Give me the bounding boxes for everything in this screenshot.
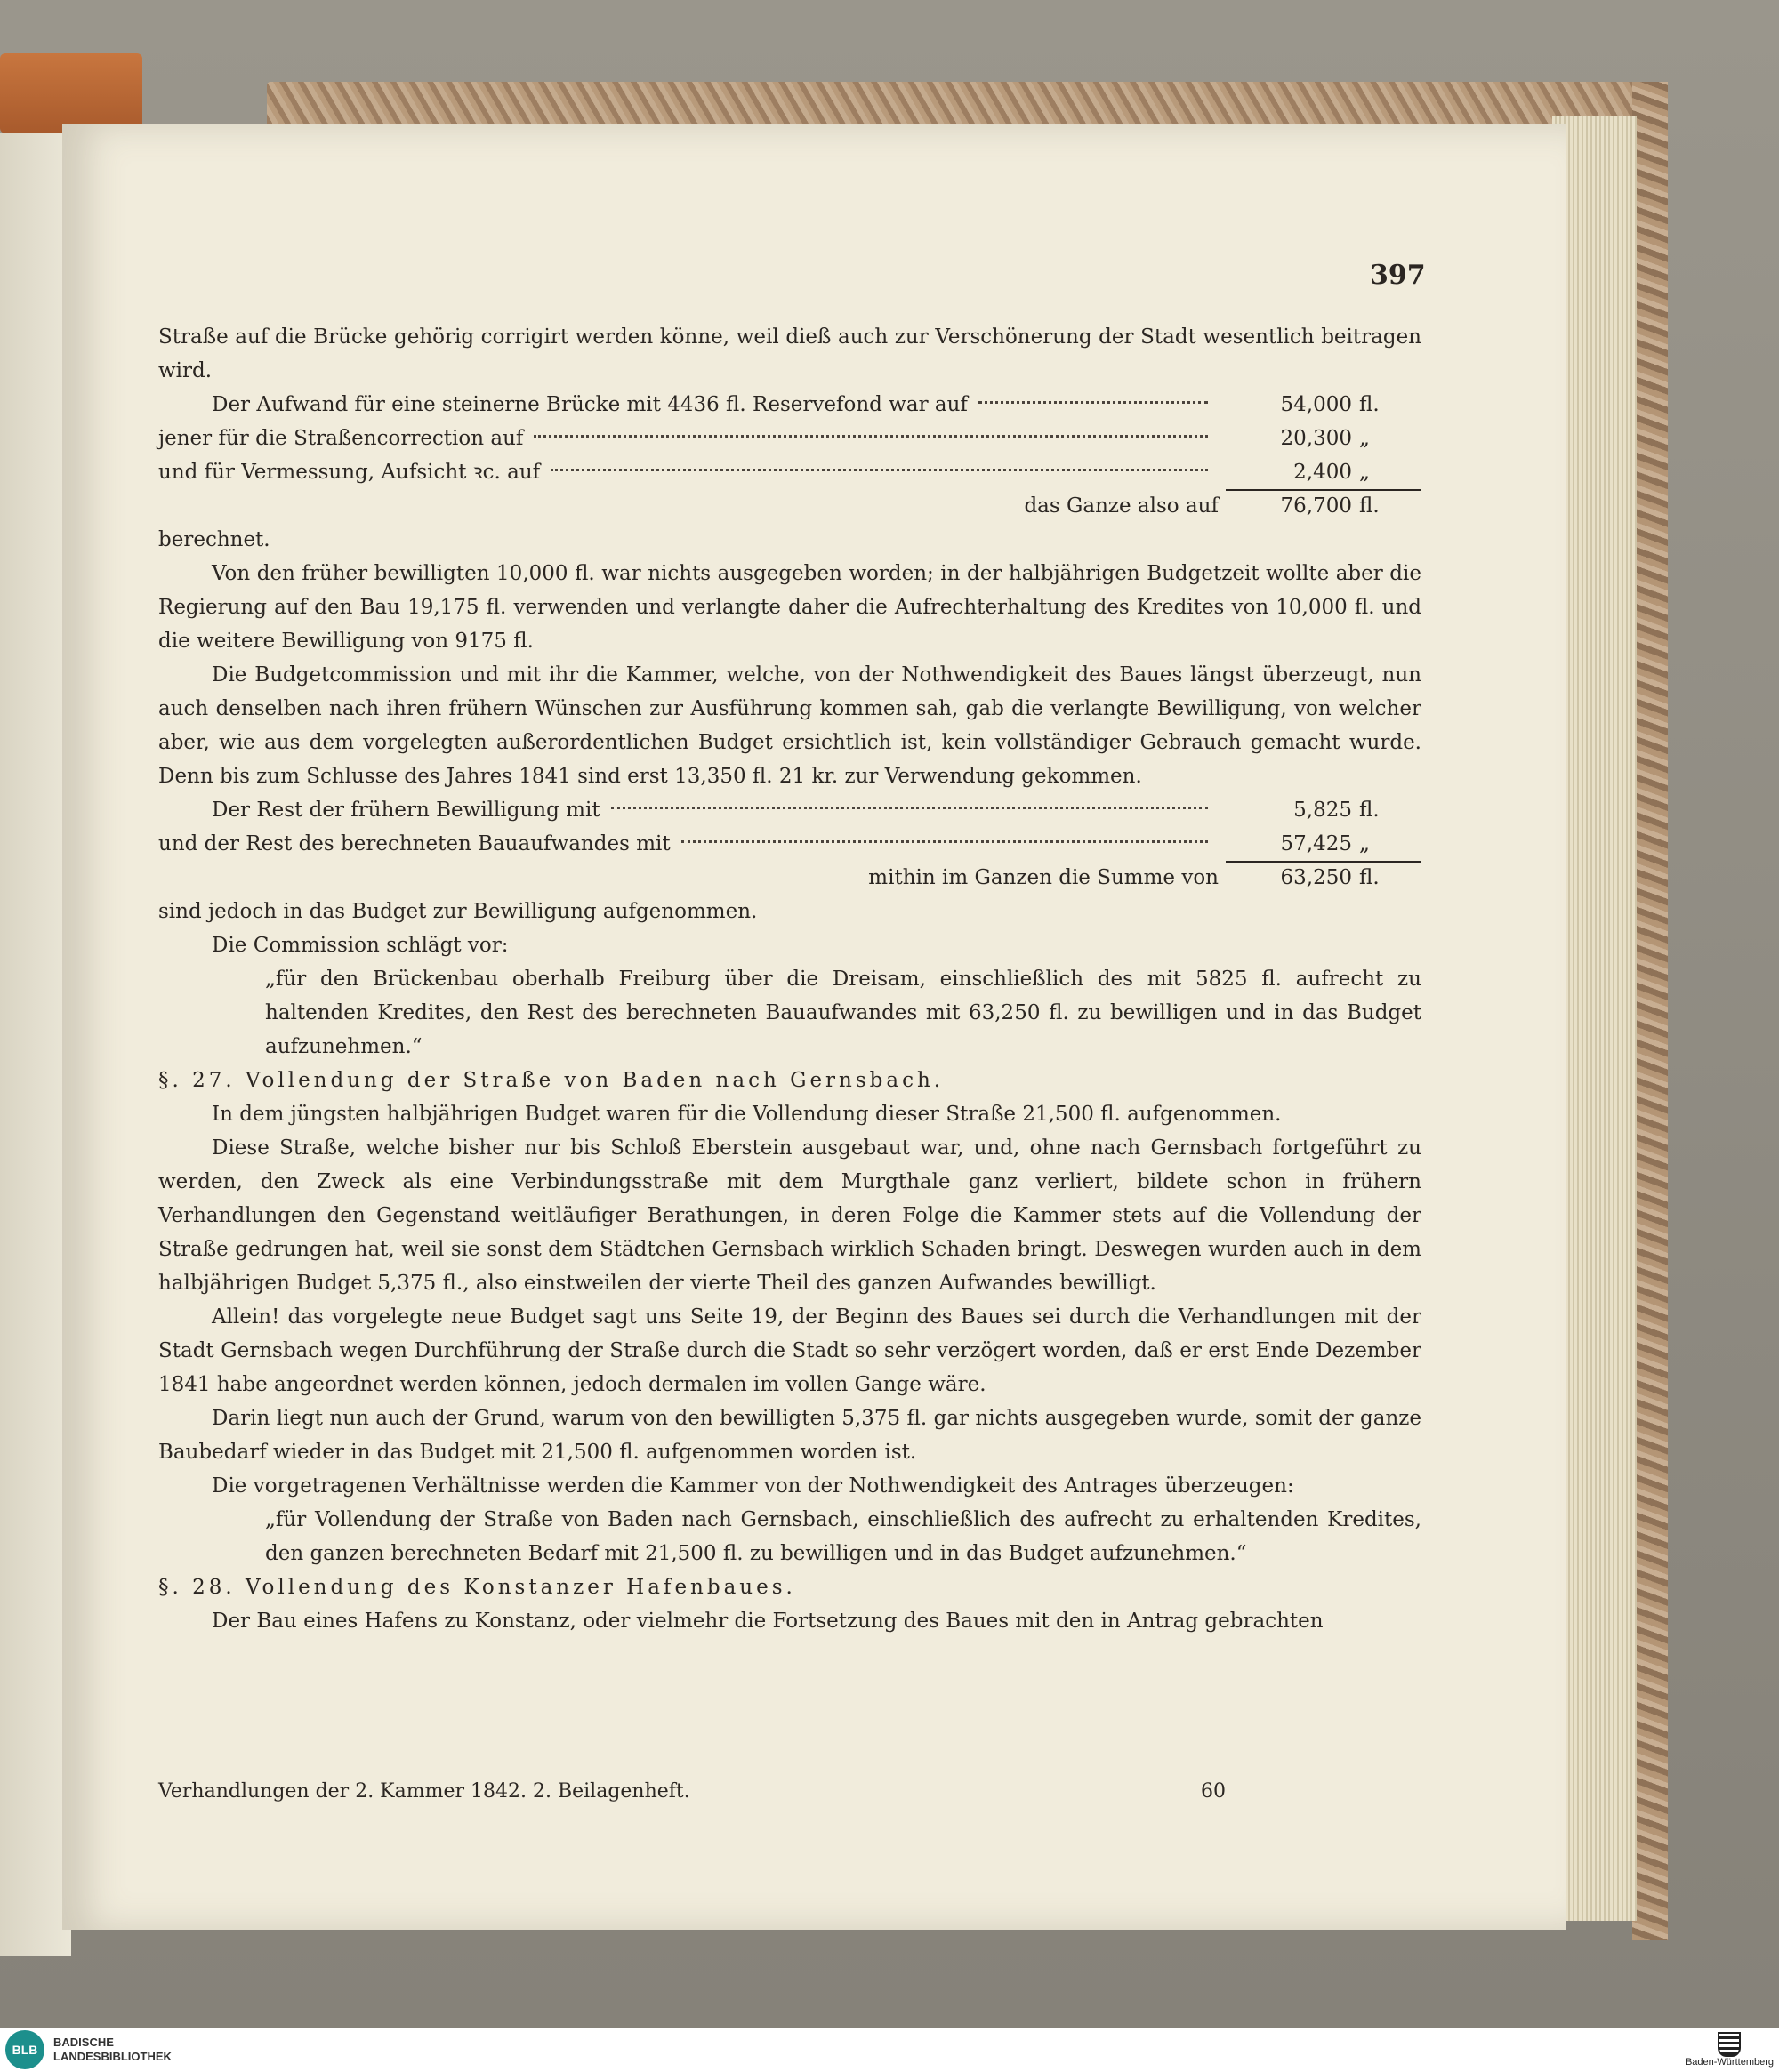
quotation: „für Vollendung der Straße von Baden nach Gernsbach, einschließlich des aufrecht zu erhaltenden Kredites, den ganzen berechneten Bedarf mit 21,500 fl. zu bewilligen und in das Budget aufzunehmen.“ bbox=[265, 1508, 1421, 1565]
paragraph: Darin liegt nun auch der Grund, warum von den bewilligten 5,375 fl. gar nichts ausgegeben wurde, somit der ganze Baubedarf wieder in das Budget mit 21,500 fl. aufgenommen worden ist. bbox=[158, 1407, 1421, 1464]
blb-logo-icon[interactable]: BLB bbox=[5, 2030, 44, 2069]
row-label: und der Rest des berechneten Bauaufwandes mit bbox=[158, 832, 671, 855]
footer-title: Verhandlungen der 2. Kammer 1842. 2. Beilagenheft. bbox=[158, 1780, 690, 1803]
book-spine bbox=[0, 53, 142, 133]
sum-label: das Ganze also auf bbox=[1024, 494, 1219, 518]
bw-label: Baden-Württemberg bbox=[1685, 2057, 1774, 2068]
row-unit: „ bbox=[1359, 427, 1370, 450]
amount-row bbox=[212, 388, 1421, 422]
section-heading: §. 27. Vollendung der Straße von Baden nach Gernsbach. bbox=[158, 1069, 945, 1092]
row-amount: 54,000 bbox=[1280, 393, 1352, 416]
paragraph: berechnet. bbox=[158, 528, 270, 551]
row-unit: fl. bbox=[1359, 799, 1380, 822]
paragraph: Allein! das vorgelegte neue Budget sagt uns Seite 19, der Beginn des Baues sei durch die Verhandlungen mit der Stadt Gernsbach wegen Durchführung der Straße durch die Stadt so sehr verzögert worden, daß er erst Ende Dezember 1841 habe angeordnet werden können, jedoch dermalen im vollen Gange wäre. bbox=[158, 1305, 1421, 1396]
amount-row bbox=[212, 793, 1421, 827]
dot-leader bbox=[551, 469, 1208, 471]
row-amount: 5,825 bbox=[1293, 799, 1352, 822]
page-number: 397 bbox=[1370, 260, 1426, 291]
amount-row bbox=[158, 827, 1421, 861]
sum-row bbox=[158, 489, 1421, 523]
sum-amount: 63,250 bbox=[1280, 866, 1352, 889]
paragraph: Straße auf die Brücke gehörig corrigirt werden könne, weil dieß auch zur Verschönerung der Stadt wesentlich beitragen wird. bbox=[158, 325, 1421, 382]
sum-unit: fl. bbox=[1359, 494, 1380, 518]
paragraph: Von den früher bewilligten 10,000 fl. war nichts ausgegeben worden; in der halbjährigen Budgetzeit wollte aber die Regierung auf den Bau 19,175 fl. verwenden und verlangte daher die Aufrechterhaltung des Kredites von 10,000 fl. und die weitere Bewilligung von 9175 fl. bbox=[158, 562, 1421, 653]
left-page-edge bbox=[0, 133, 71, 1956]
coat-of-arms-icon bbox=[1718, 2032, 1741, 2057]
sum-unit: fl. bbox=[1359, 866, 1380, 889]
dot-leader bbox=[611, 807, 1208, 809]
amount-row bbox=[158, 422, 1421, 455]
row-amount: 2,400 bbox=[1293, 461, 1352, 484]
page-footer bbox=[158, 1780, 1421, 1803]
row-label: Der Rest der frühern Bewilligung mit bbox=[212, 799, 600, 822]
dot-leader bbox=[534, 435, 1208, 438]
paragraph: Der Bau eines Hafens zu Konstanz, oder vielmehr die Fortsetzung des Baues mit den in Antrag gebrachten bbox=[212, 1610, 1324, 1633]
paragraph: In dem jüngsten halbjährigen Budget waren für die Vollendung dieser Straße 21,500 fl. aufgenommen. bbox=[212, 1103, 1282, 1126]
row-label: und für Vermessung, Aufsicht ꝛc. auf bbox=[158, 461, 541, 484]
paragraph: Die vorgetragenen Verhältnisse werden die Kammer von der Nothwendigkeit des Antrages überzeugen: bbox=[212, 1474, 1294, 1498]
sum-row bbox=[158, 861, 1421, 895]
library-name[interactable] bbox=[53, 2036, 172, 2064]
sum-label: mithin im Ganzen die Summe von bbox=[868, 866, 1219, 889]
dot-leader bbox=[978, 401, 1208, 404]
amount-row bbox=[158, 455, 1421, 489]
paragraph: Diese Straße, welche bisher nur bis Schloß Eberstein ausgebaut war, und, ohne nach Gernsbach fortgeführt zu werden, den Zweck als eine Verbindungsstraße mit dem Murgthale ganz verliert, bildete schon in frühern Verhandlungen den Gegenstand weitläufiger Berathungen, in deren Folge die Kammer stets auf die Vollendung der Straße gedrungen hat, weil sie sonst dem Städtchen Gernsbach wirklich Schaden bringt. Deswegen wurden auch in dem halbjährigen Budget 5,375 fl., also einstweilen der vierte Theil des ganzen Aufwandes bewilligt. bbox=[158, 1136, 1421, 1295]
library-bar bbox=[0, 2028, 1779, 2072]
row-amount: 20,300 bbox=[1280, 427, 1352, 450]
signature-mark: 60 bbox=[1201, 1780, 1226, 1803]
row-label: jener für die Straßencorrection auf bbox=[158, 427, 524, 450]
library-name-line1: BADISCHE bbox=[53, 2036, 114, 2049]
library-name-line2: LANDESBIBLIOTHEK bbox=[53, 2050, 172, 2063]
page-content bbox=[158, 320, 1421, 1638]
row-unit: „ bbox=[1359, 461, 1370, 484]
quotation: „für den Brückenbau oberhalb Freiburg über die Dreisam, einschließlich des mit 5825 fl. aufrecht zu haltenden Kredites, den Rest des berechneten Bauaufwandes mit 63,250 fl. zu bewilligen und in das Budget aufzunehmen.“ bbox=[265, 968, 1421, 1058]
row-amount: 57,425 bbox=[1280, 832, 1352, 855]
book-cover-right bbox=[1632, 82, 1668, 1940]
sum-amount: 76,700 bbox=[1280, 494, 1352, 518]
section-heading: §. 28. Vollendung des Konstanzer Hafenbaues. bbox=[158, 1576, 796, 1599]
paragraph: Die Commission schlägt vor: bbox=[212, 934, 509, 957]
paragraph: Die Budgetcommission und mit ihr die Kammer, welche, von der Nothwendigkeit des Baues längst überzeugt, nun auch denselben nach ihren frühern Wünschen zur Ausführung kommen sah, gab die verlangte Bewilligung, von welcher aber, wie aus dem vorgelegten außerordentlichen Budget ersichtlich ist, kein vollständiger Gebrauch gemacht wurde. Denn bis zum Schlusse des Jahres 1841 sind erst 13,350 fl. 21 kr. zur Verwendung gekommen. bbox=[158, 663, 1421, 788]
row-label: Der Aufwand für eine steinerne Brücke mit 4436 fl. Reservefond war auf bbox=[212, 393, 968, 416]
bw-logo[interactable] bbox=[1686, 2032, 1774, 2068]
row-unit: „ bbox=[1359, 832, 1370, 855]
dot-leader bbox=[681, 840, 1208, 843]
paragraph: sind jedoch in das Budget zur Bewilligung aufgenommen. bbox=[158, 900, 758, 923]
row-unit: fl. bbox=[1359, 393, 1380, 416]
